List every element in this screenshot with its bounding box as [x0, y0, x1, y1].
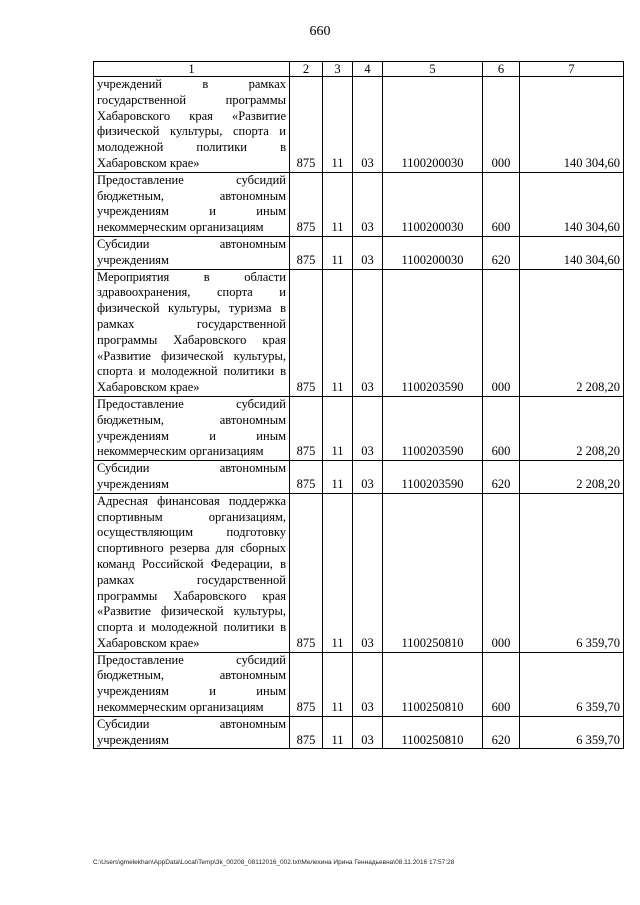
- expense-type-cell: 600: [483, 172, 520, 236]
- column-header: 5: [383, 62, 483, 77]
- subsection-cell: 03: [353, 716, 383, 749]
- target-article-cell: 1100203590: [383, 396, 483, 460]
- row-name-cell: Субсидии автономным учреждениям: [94, 236, 290, 269]
- target-article-cell: 1100203590: [383, 461, 483, 494]
- amount-cell: 2 208,20: [520, 396, 624, 460]
- table-row: [94, 396, 624, 460]
- subsection-cell: 03: [353, 172, 383, 236]
- expense-type-cell: 000: [483, 269, 520, 396]
- amount-cell: 140 304,60: [520, 77, 624, 173]
- column-header: 1: [94, 62, 290, 77]
- page-number: 660: [309, 24, 331, 39]
- expense-type-cell: 600: [483, 396, 520, 460]
- column-header: 7: [520, 62, 624, 77]
- subsection-cell: 03: [353, 493, 383, 652]
- subsection-cell: 03: [353, 396, 383, 460]
- section-cell: 11: [323, 493, 353, 652]
- row-name-cell: Субсидии автономным учреждениям: [94, 716, 290, 749]
- table-row: [94, 269, 624, 396]
- target-article-cell: 1100250810: [383, 652, 483, 716]
- section-cell: 11: [323, 652, 353, 716]
- target-article-cell: 1100250810: [383, 493, 483, 652]
- row-name-cell: Адресная финансовая поддержка спортивным организациям, осуществляющим подготовку спортивного резерва для сборных команд Российской Федерации, в рамках государственной программы Хабаровского края «Развитие физической культуры, спорта и молодежной политики в Хабаровском крае»: [94, 493, 290, 652]
- row-name-cell: учреждений в рамках государственной программы Хабаровского края «Развитие физической культуры, спорта и молодежной политики в Хабаровском крае»: [94, 77, 290, 173]
- section-cell: 11: [323, 716, 353, 749]
- grbs-cell: 875: [290, 269, 323, 396]
- section-cell: 11: [323, 396, 353, 460]
- column-header: 6: [483, 62, 520, 77]
- table-row: [94, 716, 624, 749]
- row-name-cell: Субсидии автономным учреждениям: [94, 461, 290, 494]
- subsection-cell: 03: [353, 269, 383, 396]
- subsection-cell: 03: [353, 461, 383, 494]
- row-name-cell: Предоставление субсидий бюджетным, автономным учреждениям и иным некоммерческим организациям: [94, 396, 290, 460]
- target-article-cell: 1100200030: [383, 172, 483, 236]
- grbs-cell: 875: [290, 396, 323, 460]
- expense-type-cell: 620: [483, 461, 520, 494]
- table-row: [94, 461, 624, 494]
- expense-type-cell: 000: [483, 77, 520, 173]
- target-article-cell: 1100200030: [383, 236, 483, 269]
- subsection-cell: 03: [353, 652, 383, 716]
- table-row: [94, 236, 624, 269]
- expense-type-cell: 000: [483, 493, 520, 652]
- table-row: [94, 493, 624, 652]
- amount-cell: 6 359,70: [520, 652, 624, 716]
- grbs-cell: 875: [290, 716, 323, 749]
- column-header: 3: [323, 62, 353, 77]
- grbs-cell: 875: [290, 172, 323, 236]
- expense-type-cell: 620: [483, 236, 520, 269]
- amount-cell: 140 304,60: [520, 236, 624, 269]
- row-name-cell: Предоставление субсидий бюджетным, автономным учреждениям и иным некоммерческим организациям: [94, 172, 290, 236]
- table-row: [94, 77, 624, 173]
- column-header: 2: [290, 62, 323, 77]
- row-name-cell: Мероприятия в области здравоохранения, спорта и физической культуры, туризма в рамках государственной программы Хабаровского края «Развитие физической культуры, спорта и молодежной политики в Хабаровском крае»: [94, 269, 290, 396]
- grbs-cell: 875: [290, 652, 323, 716]
- section-cell: 11: [323, 77, 353, 173]
- section-cell: 11: [323, 236, 353, 269]
- target-article-cell: 1100200030: [383, 77, 483, 173]
- grbs-cell: 875: [290, 461, 323, 494]
- amount-cell: 2 208,20: [520, 461, 624, 494]
- file-path-footer: C:\Users\gmelekhan\AppData\Local\Temp\3k_00208_08112016_002.txt\Мелехина Ирина Геннадьевна\08.11.2016 17:57:28: [93, 859, 455, 866]
- grbs-cell: 875: [290, 77, 323, 173]
- expense-type-cell: 620: [483, 716, 520, 749]
- target-article-cell: 1100203590: [383, 269, 483, 396]
- amount-cell: 140 304,60: [520, 172, 624, 236]
- target-article-cell: 1100250810: [383, 716, 483, 749]
- section-cell: 11: [323, 172, 353, 236]
- section-cell: 11: [323, 461, 353, 494]
- table-header-row: [94, 62, 624, 77]
- column-header: 4: [353, 62, 383, 77]
- table-row: [94, 172, 624, 236]
- expense-type-cell: 600: [483, 652, 520, 716]
- budget-table: [93, 61, 624, 749]
- subsection-cell: 03: [353, 236, 383, 269]
- row-name-cell: Предоставление субсидий бюджетным, автономным учреждениям и иным некоммерческим организациям: [94, 652, 290, 716]
- amount-cell: 6 359,70: [520, 716, 624, 749]
- section-cell: 11: [323, 269, 353, 396]
- grbs-cell: 875: [290, 236, 323, 269]
- table-row: [94, 652, 624, 716]
- grbs-cell: 875: [290, 493, 323, 652]
- subsection-cell: 03: [353, 77, 383, 173]
- amount-cell: 2 208,20: [520, 269, 624, 396]
- amount-cell: 6 359,70: [520, 493, 624, 652]
